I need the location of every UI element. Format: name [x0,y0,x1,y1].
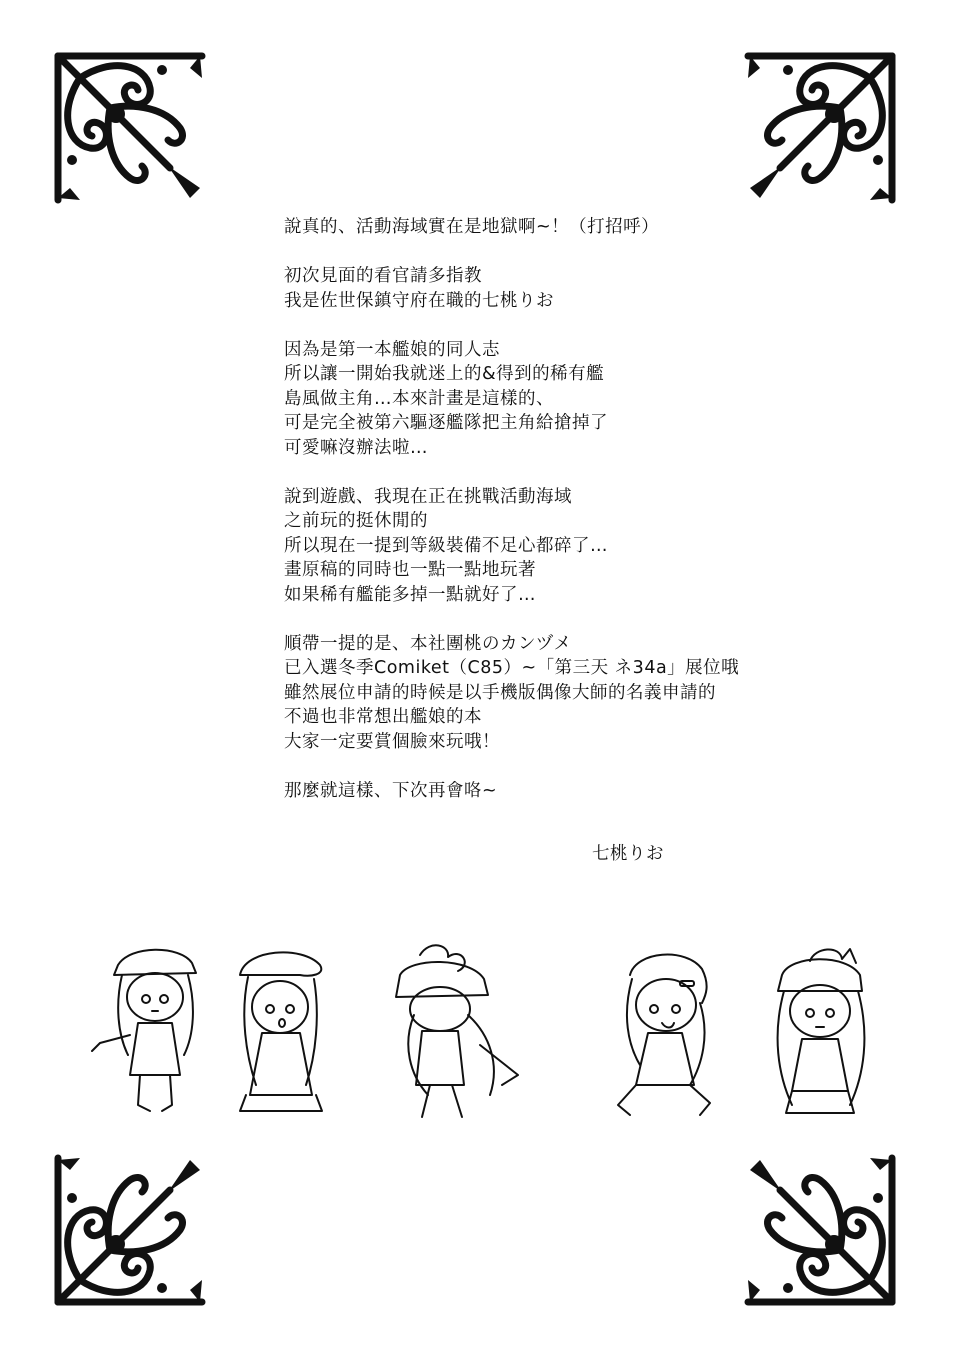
paragraph-introduction [284,264,844,313]
text-line: 初次見面的看官請多指教 [284,266,482,286]
paragraph-comiket-notice [284,632,844,755]
text-line: 畫原稿的同時也一點一點地玩著 [284,560,536,580]
text-line: 我是佐世保鎮守府在職的七桃りお [284,290,554,311]
text-line: 不過也非常想出艦娘的本 [284,707,482,727]
text-line: 大家一定要賞個臉來玩哦！ [284,731,500,752]
ornament-top-right-icon [740,48,900,208]
paragraph-about-book [284,338,844,461]
chibi-character-1-icon [92,950,196,1111]
ornament-bottom-left-icon [50,1150,210,1310]
text-line: 之前玩的挺休閒的 [284,511,428,531]
chibi-character-2-icon [240,952,322,1111]
text-line: 如果稀有艦能多掉一點就好了… [284,584,536,605]
text-line: 可是完全被第六驅逐艦隊把主角給搶掉了 [284,413,608,433]
text-line: 說到遊戲、我現在正在挑戰活動海域 [284,486,572,507]
text-line: 說真的、活動海域實在是地獄啊~！（打招呼） [284,217,660,237]
afterword-text [284,215,844,828]
author-signature: 七桃りお [592,844,664,864]
chibi-character-3-icon [396,945,518,1117]
chibi-character-5-icon [778,949,865,1113]
chibi-character-4-icon [618,955,710,1115]
text-line: 已入選冬季Comiket（C85）~「第三天 ネ34a」展位哦 [284,658,740,678]
paragraph-about-game [284,485,844,608]
text-line: 島風做主角…本來計畫是這樣的、 [284,388,554,409]
text-line: 所以現在一提到等級裝備不足心都碎了… [284,535,608,556]
text-line: 因為是第一本艦娘的同人志 [284,339,500,360]
text-line: 順帶一提的是、本社團桃のカンヅメ [284,633,572,654]
paragraph-greeting [284,215,844,240]
ornament-bottom-right-icon [740,1150,900,1310]
text-line: 可愛嘛沒辦法啦… [284,437,428,458]
text-line: 所以讓一開始我就迷上的&得到的稀有艦 [284,364,605,384]
text-line: 那麼就這樣、下次再會咯~ [284,780,498,801]
paragraph-closing [284,779,844,804]
chibi-characters-illustration [70,935,890,1135]
text-line: 雖然展位申請的時候是以手機版偶像大師的名義申請的 [284,682,716,703]
ornament-top-left-icon [50,48,210,208]
